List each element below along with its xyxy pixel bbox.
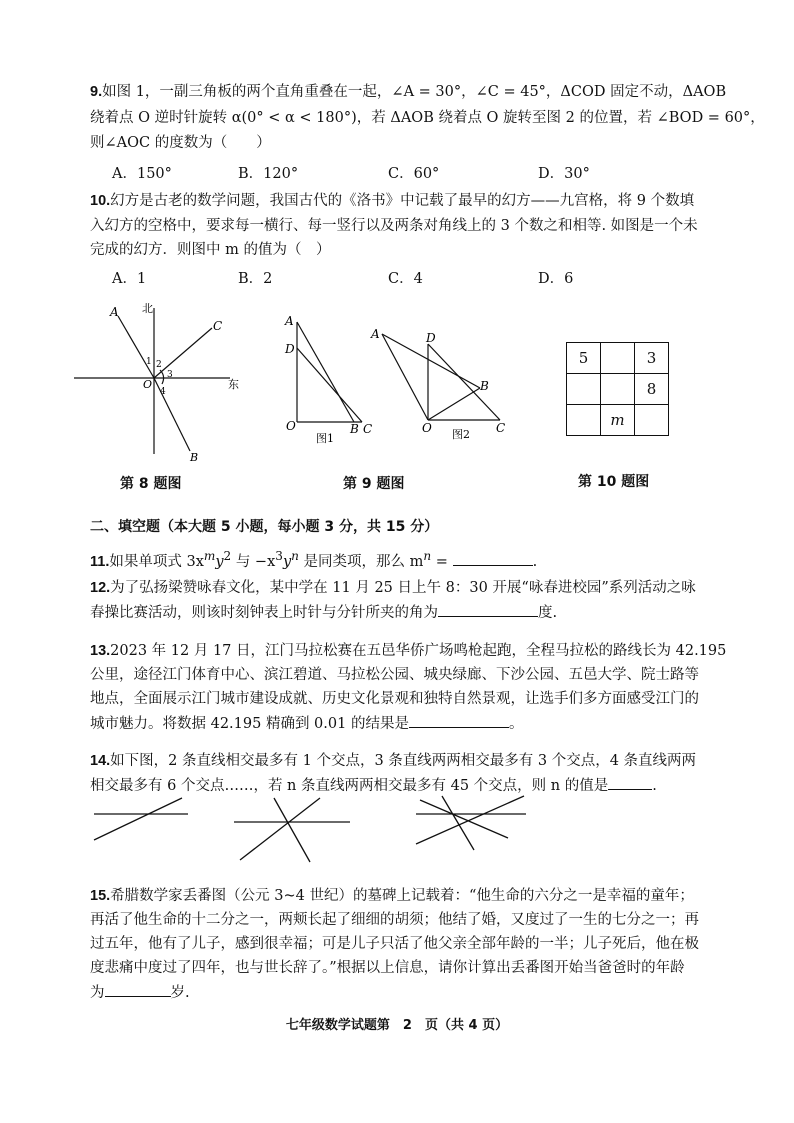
- q9-option-b[interactable]: B．120°: [238, 166, 299, 182]
- q15-number: 15.: [90, 888, 111, 904]
- fig8-label-2: 2: [156, 360, 162, 370]
- fig8-ray-a: [118, 316, 154, 378]
- q10-line-1: 10.幻方是古老的数学问题，我国古代的《洛书》中记载了最早的幻方——九宫格，将 9 个数填: [90, 193, 695, 209]
- q13-number: 13.: [90, 643, 111, 659]
- q15-line-5: 为 岁.: [90, 982, 190, 1003]
- q9-option-a[interactable]: A．150°: [112, 166, 172, 182]
- q14-figure: [88, 792, 538, 870]
- fig9-1-label-c: C: [363, 422, 373, 436]
- fig9-2-label-b: B: [480, 379, 489, 393]
- q15-answer-blank[interactable]: [105, 982, 171, 997]
- q10-option-c[interactable]: C．4: [388, 271, 423, 287]
- q10-option-a[interactable]: A．1: [112, 271, 147, 287]
- fig9-1-ab: [297, 322, 354, 422]
- fig8-label-o: O: [143, 378, 153, 391]
- q14-answer-blank[interactable]: [608, 775, 652, 790]
- q12-line-1: 12.为了弘扬梁赞咏春文化，某中学在 11 月 25 日上午 8：30 开展“咏春进校园”系列活动之咏: [90, 580, 696, 596]
- fig8-label-north: 北: [142, 302, 153, 315]
- q11-answer-blank[interactable]: [453, 551, 533, 566]
- q14-line-2: 相交最多有 6 个交点……，若 n 条直线两两相交最多有 45 个交点，则 n 的值是 .: [90, 775, 657, 796]
- q10-option-d[interactable]: D．6: [538, 271, 574, 287]
- fig8-label-b: B: [190, 451, 199, 464]
- fig8-label-east: 东: [228, 378, 239, 391]
- q10-line-3: 完成的幻方．则图中 m 的值为（ ）: [90, 242, 331, 258]
- fig9-2-label-d: D: [426, 331, 436, 345]
- fig9-2-label-c: C: [496, 421, 506, 435]
- q9-options: [112, 162, 712, 182]
- fig9-2-label-o: O: [422, 421, 432, 435]
- q9-line-3: 则∠AOC 的度数为（ ）: [90, 135, 271, 151]
- q9-option-d[interactable]: D．30°: [538, 166, 590, 182]
- magic-cell-1-3: 3: [635, 343, 669, 374]
- section-2-title: 二、填空题（本大题 5 小题，每小题 3 分，共 15 分）: [90, 519, 439, 535]
- magic-cell-3-1: [567, 405, 601, 436]
- q9-line-2: 绕着点 O 逆时针旋转 α(0° < α < 180°)，若 ΔAOB 绕着点 O 旋转至图 2 的位置，若 ∠BOD = 60°，: [90, 110, 765, 126]
- fig8-label-a: A: [110, 305, 119, 319]
- q14-fig3-line-2: [416, 796, 524, 844]
- magic-cell-2-2: [601, 374, 635, 405]
- q11-line: 11.如果单项式 $3x^my^2$ 与 $-x^3y^n$ 是同类项，那么 $m^n$ = .: [90, 549, 538, 570]
- q14-number: 14.: [90, 753, 111, 769]
- fig9-1-dc: [297, 348, 362, 422]
- magic-cell-3-2: m: [601, 405, 635, 436]
- page-footer: 七年级数学试题第 2 页（共 4 页）: [285, 1018, 509, 1033]
- q11-number: 11.: [90, 553, 110, 570]
- q14-fig1-line-2: [94, 798, 182, 840]
- magic-square: [566, 342, 669, 436]
- q10-number: 10.: [90, 193, 111, 209]
- q13-answer-blank[interactable]: [409, 713, 509, 728]
- fig9-1-label-o: O: [286, 419, 296, 433]
- fig9-2-dc: [428, 344, 500, 420]
- q15-line-3: 过五年，他有了儿子，感到很幸福；可是儿子只活了他父亲全部年龄的一半；儿子死后，他在极: [90, 936, 699, 952]
- figure-9: [282, 312, 522, 447]
- magic-cell-1-1: 5: [567, 343, 601, 374]
- q9-line-1: 9.如图 1，一副三角板的两个直角重叠在一起，∠A = 30°，∠C = 45°，ΔCOD 固定不动，ΔAOB: [90, 84, 727, 100]
- fig8-label-4: 4: [160, 387, 166, 397]
- q13-line-3: 地点，全面展示江门城市建设成就、历史文化景观和独特自然景观，让选手们多方面感受江门的: [90, 691, 699, 707]
- magic-cell-1-2: [601, 343, 635, 374]
- q10-options: [112, 267, 712, 287]
- fig8-label-1: 1: [146, 357, 152, 367]
- magic-cell-3-3: [635, 405, 669, 436]
- q10-line-2: 入幻方的空格中，要求每一横行、每一竖行以及两条对角线上的 3 个数之和相等. 如图是一个未: [90, 218, 698, 234]
- fig10-caption: 第 10 题图: [578, 474, 650, 490]
- fig9-sub2: 图2: [452, 428, 470, 441]
- q9-option-c[interactable]: C．60°: [388, 166, 440, 182]
- q15-line-4: 度悲痛中度过了四年，也与世长辞了。”根据以上信息，请你计算出丢番图开始当爸爸时的年龄: [90, 960, 685, 976]
- fig8-ray-c: [154, 328, 212, 378]
- fig8-caption: 第 8 题图: [120, 476, 182, 492]
- q14-fig2-line-2: [240, 798, 320, 860]
- fig9-sub1: 图1: [316, 432, 334, 445]
- fig9-1-label-b: B: [350, 422, 359, 436]
- q13-line-2: 公里，途径江门体育中心、滨江碧道、马拉松公园、城央绿廊、下沙公园、五邑大学、院士路等: [90, 667, 699, 683]
- q15-line-2: 再活了他生命的十二分之一，两颊长起了细细的胡须；他结了婚，又度过了一生的七分之一；再: [90, 912, 699, 928]
- figure-8: [70, 296, 250, 466]
- fig9-2-label-a: A: [371, 327, 380, 341]
- q12-line-2: 春操比赛活动，则该时刻钟表上时针与分针所夹的角为 度.: [90, 602, 557, 623]
- q15-line-1: 15.希腊数学家丢番图（公元 3~4 世纪）的墓碑上记载着：“他生命的六分之一是幸福的童年；: [90, 888, 694, 904]
- fig9-1-label-d: D: [285, 342, 295, 356]
- q9-number: 9.: [90, 84, 103, 100]
- fig8-label-c: C: [213, 319, 223, 333]
- magic-cell-2-3: 8: [635, 374, 669, 405]
- q14-line-1: 14.如下图，2 条直线相交最多有 1 个交点，3 条直线两两相交最多有 3 个交点，4 条直线两两: [90, 753, 697, 769]
- fig9-caption: 第 9 题图: [343, 476, 405, 492]
- fig9-1-label-a: A: [285, 314, 294, 328]
- q10-option-b[interactable]: B．2: [238, 271, 273, 287]
- fig8-label-3: 3: [167, 370, 173, 380]
- q13-line-4: 城市魅力。将数据 42.195 精确到 0.01 的结果是 。: [90, 713, 523, 734]
- q12-answer-blank[interactable]: [438, 602, 538, 617]
- q14-fig3-line-4: [442, 796, 474, 850]
- q13-line-1: 13.2023 年 12 月 17 日，江门马拉松赛在五邑华侨广场鸣枪起跑，全程马拉松的路线长为 42.195: [90, 643, 727, 659]
- q12-number: 12.: [90, 580, 111, 596]
- fig9-2-ob: [428, 388, 480, 420]
- magic-cell-2-1: [567, 374, 601, 405]
